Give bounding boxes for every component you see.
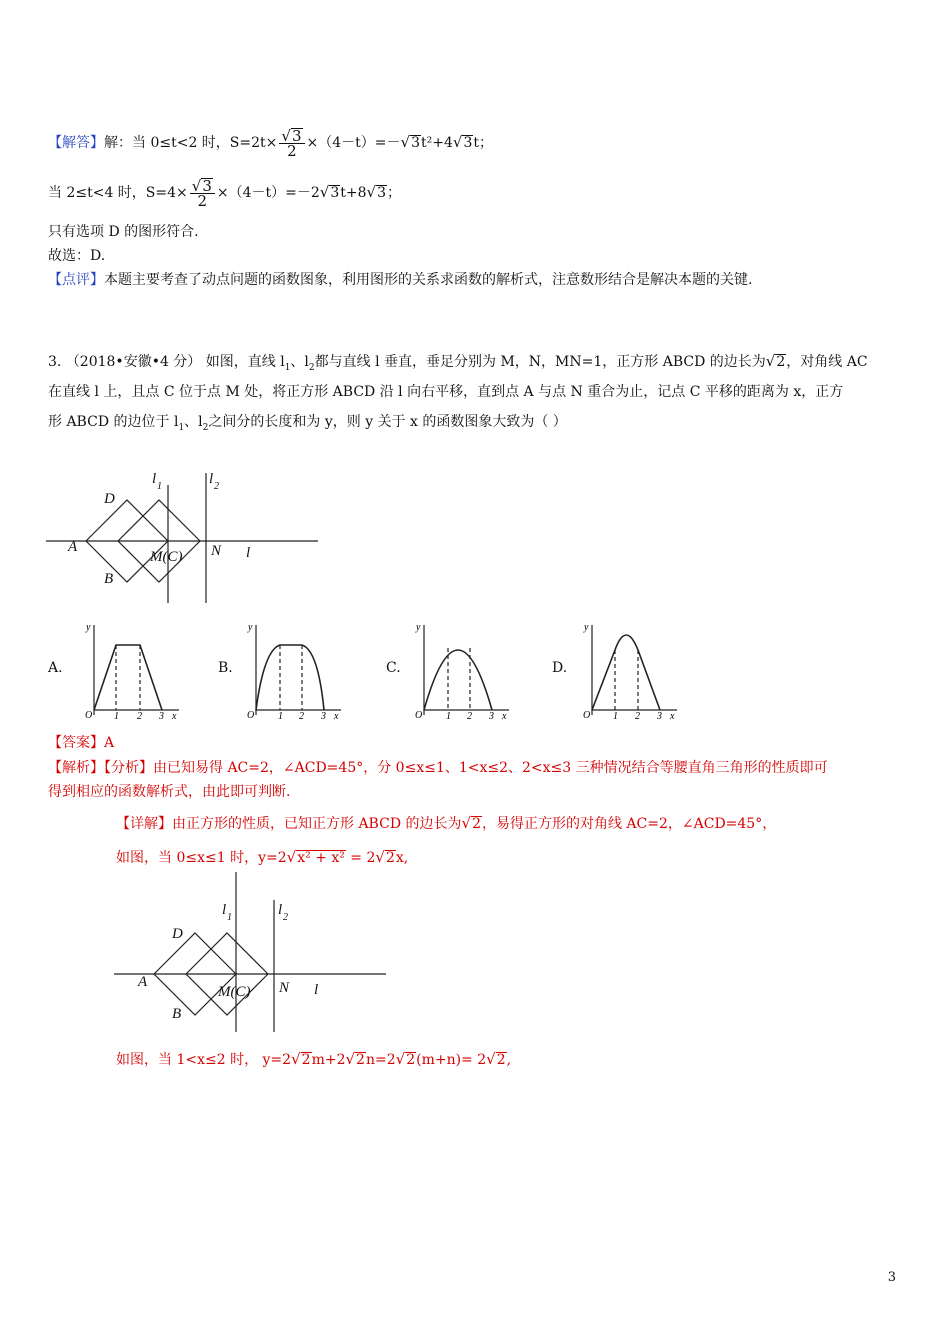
svg-text:x: x: [334, 711, 339, 720]
svg-text:3: 3: [489, 711, 494, 720]
answer-tag: 【解答】: [48, 135, 104, 151]
svg-text:2: 2: [214, 481, 219, 492]
svg-text:2: 2: [137, 711, 142, 720]
label-N: N: [211, 543, 222, 559]
prev-answer-line1: 【解答】解：当 0≤t<2 时，S=2t× $\frac{√3}{2}$ ×（4－t）=－√3t²+4√3t；: [48, 127, 493, 160]
svg-text:y: y: [416, 622, 421, 633]
detail-figure: [114, 872, 389, 1032]
label-l2: l: [209, 471, 214, 487]
svg-text:x: x: [172, 711, 177, 720]
svg-text:2: 2: [635, 711, 640, 720]
svg-text:3: 3: [657, 711, 662, 720]
option-D-label: D.: [552, 660, 568, 676]
label-A: A: [68, 539, 78, 555]
option-B-graph: [246, 620, 346, 720]
question-figure: [46, 445, 321, 605]
svg-text:2: 2: [283, 912, 288, 923]
review-tag: 【点评】: [48, 272, 104, 288]
detail-line3: 如图，当 1<x≤2 时， y=2√2m+2√2n=2√2(m+n)= 2√2,: [116, 1050, 512, 1068]
label-B: B: [104, 571, 114, 587]
svg-text:O: O: [583, 710, 591, 720]
prev-answer-line3: 只有选项 D 的图形符合.: [48, 224, 199, 240]
svg-text:A: A: [138, 974, 148, 990]
q3-line1: 3. （2018•安徽•4 分） 如图，直线 $l_1$、$l_2$都与直线 l 垂直，垂足分别为 M，N，MN=1，正方形 ABCD 的边长为√2，对角线 AC: [48, 352, 868, 373]
svg-text:l: l: [278, 902, 283, 918]
detail-line2: 如图，当 0≤x≤1 时，y=2√x² + x² = 2√2x,: [116, 848, 409, 866]
prev-answer-line4: 故选：D.: [48, 248, 106, 264]
prev-answer-line2: 当 2≤t<4 时，S=4× $\frac{√3}{2}$ ×（4－t）=－2√3t+8√3；: [48, 177, 402, 210]
svg-text:y: y: [584, 622, 589, 633]
svg-text:O: O: [85, 710, 93, 720]
option-A-graph: [84, 620, 184, 720]
q3-line3: 形 ABCD 的边位于 $l_1$、$l_2$之间分的长度和为 y，则 y 关于 x 的函数图象大致为（ ）: [48, 414, 567, 433]
svg-text:O: O: [247, 710, 255, 720]
option-D-graph: [582, 620, 682, 720]
fraction: $\frac{√3}{2}$: [190, 178, 215, 208]
option-A-label: A.: [48, 660, 63, 676]
svg-text:1: 1: [446, 711, 451, 720]
svg-text:1: 1: [227, 912, 232, 923]
svg-text:O: O: [415, 710, 423, 720]
svg-text:2: 2: [299, 711, 304, 720]
q3-line2: 在直线 l 上，且点 C 位于点 M 处，将正方形 ABCD 沿 l 向右平移，直到点 A 与点 N 重合为止，记点 C 平移的距离为 x，正方: [48, 384, 844, 400]
svg-text:D: D: [172, 926, 183, 942]
option-C-graph: [414, 620, 514, 720]
fraction: $\frac{√3}{2}$: [279, 128, 304, 158]
svg-text:M(C): M(C): [218, 984, 251, 1000]
svg-text:l: l: [222, 902, 227, 918]
svg-text:B: B: [172, 1006, 182, 1022]
svg-text:3: 3: [321, 711, 326, 720]
analysis-line2: 得到相应的函数解析式，由此即可判断.: [48, 784, 291, 800]
option-B-label: B.: [218, 660, 233, 676]
svg-text:1: 1: [613, 711, 618, 720]
svg-text:2: 2: [467, 711, 472, 720]
svg-text:l: l: [314, 982, 319, 998]
option-C-label: C.: [386, 660, 401, 676]
svg-text:1: 1: [278, 711, 283, 720]
svg-text:1: 1: [114, 711, 119, 720]
detail-line1: 【详解】由正方形的性质，已知正方形 ABCD 的边长为√2，易得正方形的对角线 AC=2，∠ACD=45°，: [116, 814, 777, 832]
label-D: D: [104, 491, 115, 507]
svg-text:x: x: [670, 711, 675, 720]
label-l: l: [246, 545, 251, 561]
page-number: 3: [887, 1270, 896, 1285]
label-MC: M(C): [150, 549, 183, 565]
svg-text:N: N: [279, 980, 290, 996]
svg-text:y: y: [86, 622, 91, 633]
svg-text:x: x: [502, 711, 507, 720]
svg-text:1: 1: [157, 481, 162, 492]
prev-review: 【点评】本题主要考查了动点问题的函数图象，利用图形的关系求函数的解析式，注意数形结合是解决本题的关键.: [48, 272, 753, 288]
svg-text:3: 3: [159, 711, 164, 720]
analysis-line1: 【解析】【分析】由已知易得 AC=2，∠ACD=45°，分 0≤x≤1、1<x≤2、2<x≤3 三种情况结合等腰直角三角形的性质即可: [48, 760, 828, 776]
answer-line: 【答案】A: [48, 735, 115, 751]
svg-text:y: y: [248, 622, 253, 633]
label-l1: l: [152, 471, 157, 487]
